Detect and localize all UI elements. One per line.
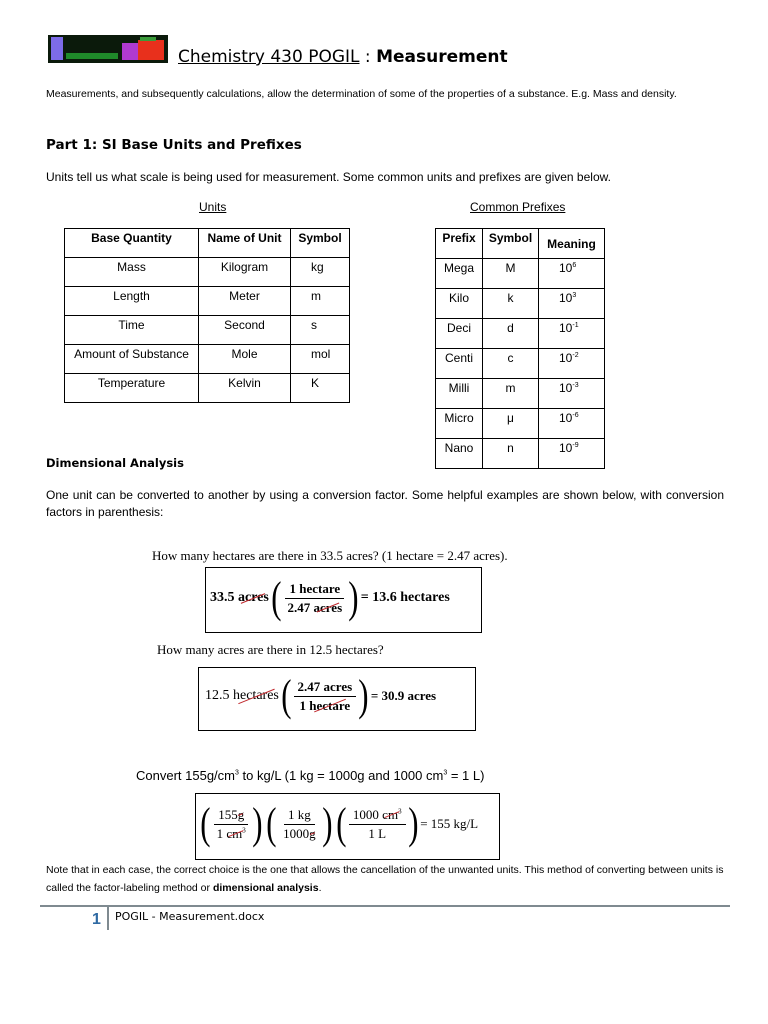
symbol-cell: m	[483, 379, 539, 409]
numerator-unit: cm	[382, 806, 399, 822]
table-row	[65, 345, 350, 374]
power-base: 10	[559, 351, 573, 365]
symbol-cell: k	[483, 289, 539, 319]
question-text: = 1 L)	[447, 768, 485, 783]
power-base: 10	[559, 441, 573, 455]
unit-exponent: 3	[398, 807, 402, 816]
right-paren: )	[321, 799, 333, 848]
table-row	[436, 319, 605, 349]
table-cell: Amount of Substance	[65, 345, 199, 374]
prefix-cell: Micro	[436, 409, 483, 439]
course-logo	[48, 35, 168, 63]
cancelled-unit: hectare	[309, 697, 351, 713]
numerator-value: 155	[218, 806, 238, 822]
table-row	[436, 349, 605, 379]
units-table-caption: Units	[199, 200, 227, 214]
fraction-numerator	[349, 807, 406, 825]
numerator-unit: hectare	[299, 580, 341, 596]
given-value: 33.5	[210, 590, 235, 605]
fraction-numerator	[214, 807, 248, 825]
power-exponent: 6	[572, 262, 577, 269]
example2-question: How many acres are there in 12.5 hectares?	[157, 642, 384, 657]
denominator-value: 1000	[283, 825, 310, 841]
header-cell: Symbol	[483, 229, 539, 259]
right-paren: )	[407, 799, 419, 848]
power-exponent: -1	[572, 322, 579, 329]
dimensional-analysis-paragraph: One unit can be converted to another by using a conversion factor. Some helpful examples are shown below, with conversion factors in parenthesis:	[46, 488, 724, 519]
prefix-cell: Kilo	[436, 289, 483, 319]
page-number: 1	[92, 911, 101, 928]
table-row	[436, 439, 605, 469]
power-base: 10	[559, 261, 573, 275]
topic-name: Measurement	[376, 47, 508, 67]
cancelled-unit: acres	[238, 590, 269, 605]
table-cell: Meter	[199, 287, 291, 316]
power-exponent: -6	[572, 412, 579, 419]
header-cell: Meaning	[539, 229, 605, 259]
meaning-cell	[539, 319, 605, 349]
footer-rule	[40, 905, 730, 907]
power-exponent: 3	[572, 292, 577, 299]
conversion-fraction	[349, 807, 406, 842]
power-base: 10	[559, 381, 573, 395]
meaning-cell	[539, 439, 605, 469]
table-row	[436, 409, 605, 439]
meaning-cell	[539, 289, 605, 319]
question-text: Convert 155g/cm	[136, 768, 235, 783]
table-cell: Second	[199, 316, 291, 345]
equation-result: = 155 kg/L	[420, 816, 479, 831]
header-cell: Name of Unit	[199, 229, 291, 258]
part1-heading: Part 1: SI Base Units and Prefixes	[46, 137, 302, 153]
header-cell: Prefix	[436, 229, 483, 259]
right-paren: )	[358, 671, 369, 720]
part1-paragraph: Units tell us what scale is being used for measurement. Some common units and prefixes are given below.	[46, 170, 611, 184]
denominator-value: 2.47	[287, 599, 311, 615]
prefix-cell: Milli	[436, 379, 483, 409]
footer-filename: POGIL - Measurement.docx	[115, 910, 265, 923]
header-cell: Base Quantity	[65, 229, 199, 258]
table-row	[65, 258, 350, 287]
denominator-value: 1	[216, 825, 224, 841]
meaning-cell	[539, 379, 605, 409]
conversion-fraction	[213, 807, 250, 842]
denominator-unit: cm	[226, 825, 243, 841]
table-cell: s	[291, 316, 350, 345]
example1-question: How many hectares are there in 33.5 acres? (1 hectare = 2.47 acres).	[152, 548, 508, 563]
prefix-cell: Nano	[436, 439, 483, 469]
power-base: 10	[559, 291, 573, 305]
left-paren: (	[200, 799, 211, 848]
table-cell: Time	[65, 316, 199, 345]
units-table	[64, 228, 350, 403]
fraction-numerator	[285, 581, 344, 599]
question-exponent: 3	[235, 769, 239, 777]
table-row	[65, 287, 350, 316]
table-cell: kg	[291, 258, 350, 287]
left-paren: (	[271, 573, 282, 622]
denominator-value: 1	[299, 697, 306, 713]
table-cell: m	[291, 287, 350, 316]
symbol-cell: d	[483, 319, 539, 349]
numerator-unit: acres	[323, 678, 353, 694]
left-paren: (	[266, 799, 277, 848]
intro-paragraph: Measurements, and subsequently calculations, allow the determination of some of the properties of a substance. E.g. Mass and density.	[46, 88, 677, 100]
cancelled-unit: g	[309, 825, 316, 841]
left-paren: (	[281, 671, 292, 720]
power-exponent: -2	[572, 352, 579, 359]
cancelled-unit: g	[237, 806, 245, 822]
footer-divider	[107, 906, 109, 930]
table-cell: Temperature	[65, 374, 199, 403]
symbol-cell: M	[483, 259, 539, 289]
fraction-numerator: 1 kg	[284, 807, 315, 825]
prefix-table-caption: Common Prefixes	[470, 200, 566, 214]
table-cell: mol	[291, 345, 350, 374]
meaning-cell	[539, 349, 605, 379]
conversion-fraction	[284, 581, 347, 616]
note-paragraph	[46, 861, 724, 897]
numerator-value: 1000	[352, 806, 379, 822]
fraction-denominator	[279, 825, 320, 842]
fraction-denominator	[284, 599, 347, 616]
meaning-cell	[539, 259, 605, 289]
example3-equation-box	[195, 793, 500, 860]
table-row	[436, 259, 605, 289]
table-cell: Kelvin	[199, 374, 291, 403]
cancelled-unit	[226, 826, 245, 841]
example2-equation-box	[198, 667, 476, 731]
cancelled-unit: acres	[313, 599, 343, 615]
example3-equation	[198, 799, 479, 848]
right-paren: )	[251, 799, 263, 848]
fraction-numerator	[294, 679, 357, 697]
note-text: Note that in each case, the correct choice is the one that allows the cancellation of the unwanted units. This method of converting between units is called the factor-labeling method or	[46, 864, 724, 894]
prefix-cell: Deci	[436, 319, 483, 349]
table-row	[65, 374, 350, 403]
power-exponent: -9	[572, 442, 579, 449]
table-cell: Mole	[199, 345, 291, 374]
power-base: 10	[559, 411, 573, 425]
table-cell: K	[291, 374, 350, 403]
table-row	[436, 379, 605, 409]
meaning-cell	[539, 409, 605, 439]
example3-question	[136, 768, 484, 783]
dimensional-analysis-heading: Dimensional Analysis	[46, 456, 184, 470]
course-name: Chemistry 430 POGIL	[178, 47, 360, 67]
equation-result: = 13.6 hectares	[360, 590, 450, 605]
example1-equation-box	[205, 567, 482, 633]
prefix-cell: Centi	[436, 349, 483, 379]
units-table-header	[65, 229, 350, 258]
table-cell: Length	[65, 287, 199, 316]
prefix-table-header	[436, 229, 605, 259]
unit-exponent: 3	[242, 826, 246, 835]
question-text: to kg/L (1 kg = 1000g and 1000 cm	[238, 768, 444, 783]
example1-equation	[210, 573, 450, 622]
cancelled-unit	[382, 807, 401, 822]
prefix-table	[435, 228, 605, 469]
table-cell: Kilogram	[199, 258, 291, 287]
given-value: 12.5	[205, 688, 230, 703]
right-paren: )	[348, 573, 359, 622]
example2-equation	[205, 671, 437, 720]
symbol-cell: c	[483, 349, 539, 379]
symbol-cell: n	[483, 439, 539, 469]
conversion-fraction	[279, 807, 320, 842]
note-end: .	[318, 882, 322, 894]
fraction-denominator	[296, 697, 355, 714]
page-title	[178, 47, 508, 67]
cancelled-unit: hectares	[233, 688, 279, 703]
prefix-cell: Mega	[436, 259, 483, 289]
table-row	[65, 316, 350, 345]
power-exponent: -3	[572, 382, 579, 389]
title-separator: :	[359, 47, 377, 67]
power-base: 10	[559, 321, 573, 335]
numerator-value: 2.47	[297, 678, 321, 694]
header-cell: Symbol	[291, 229, 350, 258]
table-cell: Mass	[65, 258, 199, 287]
numerator-value: 1	[289, 580, 296, 596]
fraction-denominator: 1 L	[368, 825, 387, 841]
equation-result: = 30.9 acres	[370, 688, 437, 703]
left-paren: (	[336, 799, 347, 848]
symbol-cell: μ	[483, 409, 539, 439]
fraction-denominator	[213, 825, 250, 842]
table-row	[436, 289, 605, 319]
question-exponent: 3	[443, 769, 448, 777]
note-bold-term: dimensional analysis	[212, 882, 319, 894]
conversion-fraction	[294, 679, 357, 714]
